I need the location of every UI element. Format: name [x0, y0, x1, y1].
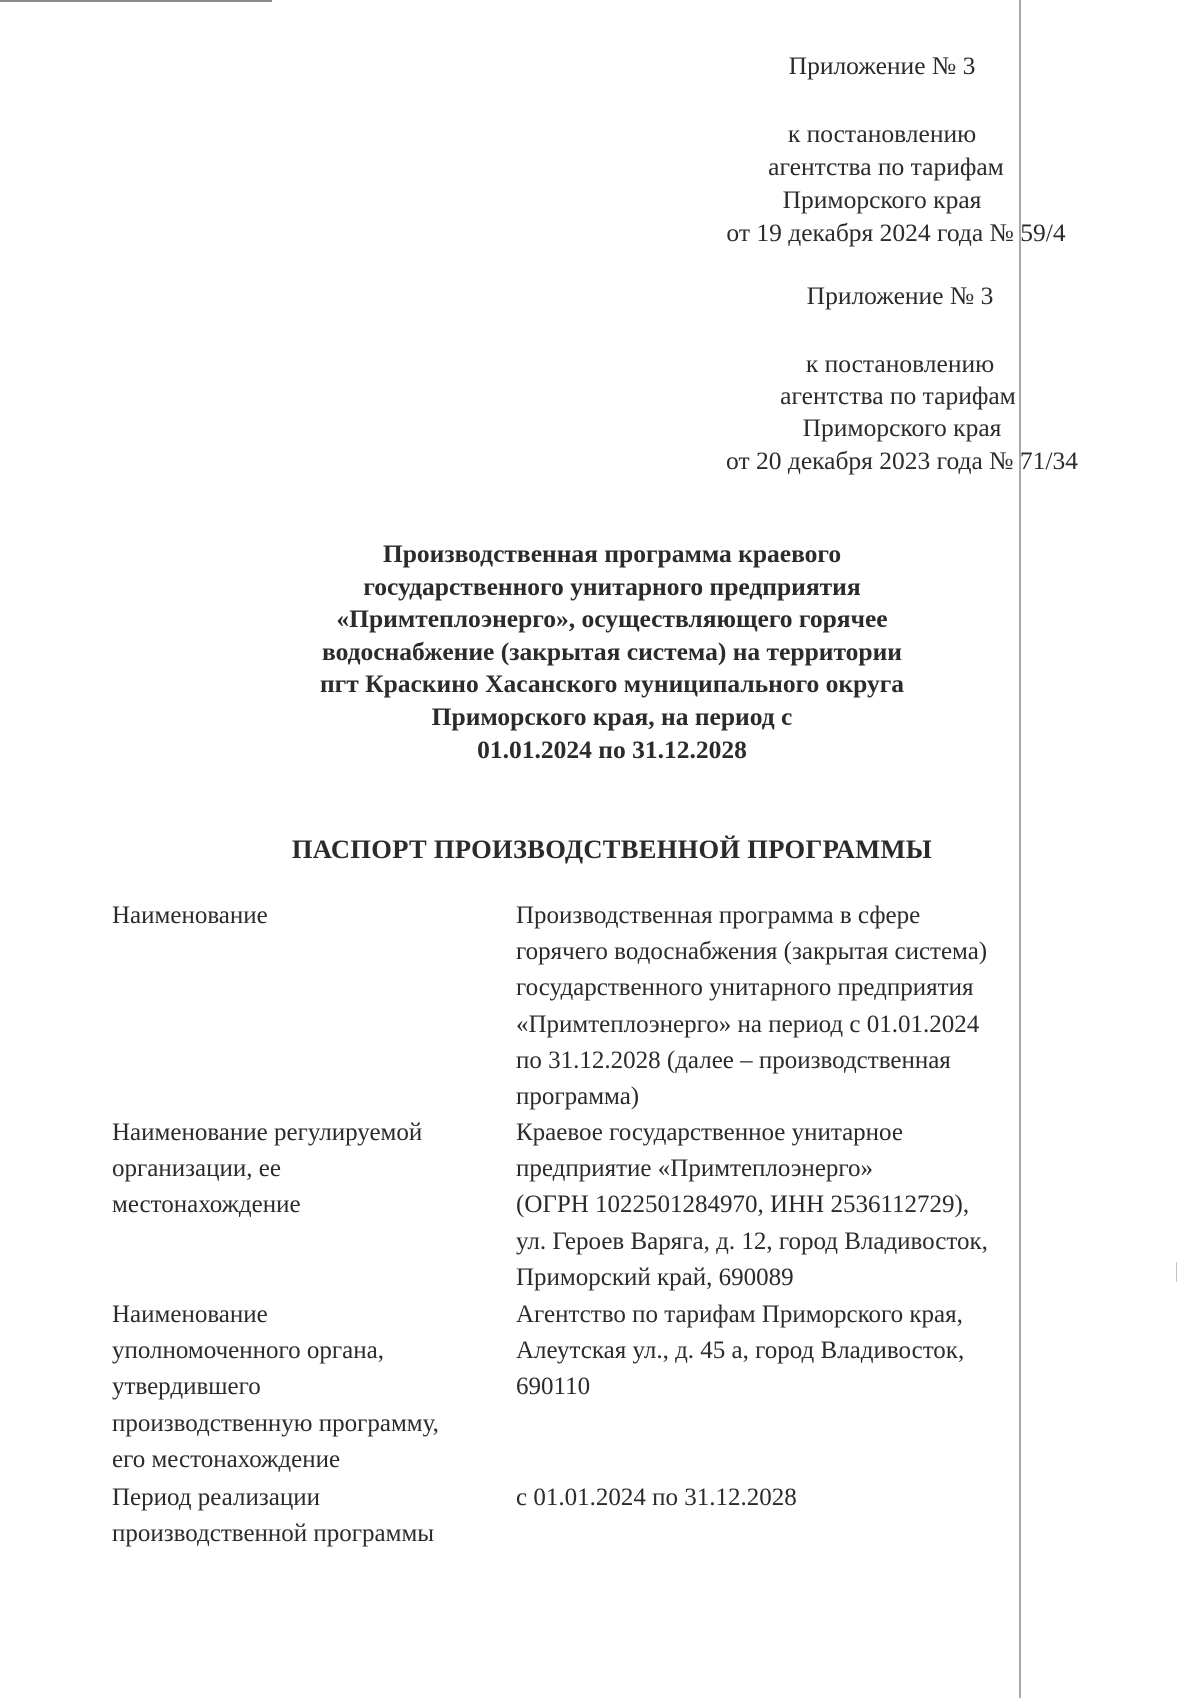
passport-heading: ПАСПОРТ ПРОИЗВОДСТВЕННОЙ ПРОГРАММЫ — [291, 834, 933, 864]
passport-label — [112, 1297, 439, 1478]
appendix-2023-title: Приложение № 3 — [806, 281, 994, 310]
passport-label-line: Наименование — [112, 1301, 268, 1328]
passport-label-line: Наименование — [112, 902, 268, 929]
scan-artifact-vertical-line — [1019, 0, 1021, 1698]
passport-label-line: местонахождение — [112, 1191, 301, 1219]
passport-value-line: ул. Героев Варяга, д. 12, город Владивосток, — [516, 1227, 988, 1255]
passport-label-line: производственной программы — [112, 1520, 435, 1548]
passport-value-line: предприятие «Примтеплоэнерго» — [516, 1155, 874, 1183]
passport-label-line: производственную программу, — [112, 1409, 439, 1437]
document-title-line: Приморского края, на период с — [431, 701, 793, 731]
appendix-2023-line: агентства по тарифам — [780, 381, 1016, 410]
appendix-2024-line: агентства по тарифам — [768, 152, 1004, 181]
passport-value-line: по 31.12.2028 (далее – производственная — [516, 1046, 951, 1074]
document-title-line: Производственная программа краевого — [382, 539, 842, 568]
passport-label-line: Наименование регулируемой — [112, 1119, 423, 1146]
document-title — [232, 538, 992, 766]
passport-value-line: государственного унитарного предприятия — [516, 974, 974, 1002]
scan-artifact-mark — [1176, 1262, 1177, 1282]
passport-label-line: утвердившего — [112, 1373, 261, 1401]
passport-value-line: Приморский край, 690089 — [516, 1263, 794, 1291]
document-title-line: государственного унитарного предприятия — [363, 571, 861, 601]
passport-value — [516, 1115, 988, 1296]
passport-value — [516, 1480, 797, 1516]
passport-value-line: «Примтеплоэнерго» на период с 01.01.2024 — [516, 1010, 980, 1038]
passport-value-line: Агентство по тарифам Приморского края, — [516, 1301, 963, 1328]
appendix-2024-line: Приморского края — [782, 185, 982, 214]
passport-label — [112, 898, 268, 934]
appendix-2023-line: Приморского края — [802, 413, 1002, 442]
passport-value — [516, 898, 987, 1115]
appendix-2024-title: Приложение № 3 — [788, 51, 976, 80]
passport-value-line: Краевое государственное унитарное — [516, 1119, 903, 1146]
passport-value-line: Производственная программа в сфере — [516, 902, 921, 929]
appendix-2023-line: к постановлению — [805, 349, 995, 378]
document-title-line: 01.01.2024 по 31.12.2028 — [477, 734, 747, 764]
passport-label-line: Период реализации — [112, 1484, 320, 1511]
scan-artifact-top-line — [0, 0, 272, 2]
passport-value-line: 690110 — [516, 1373, 591, 1401]
passport-value-line: Алеутская ул., д. 45 а, город Владивосток, — [516, 1337, 965, 1365]
document-title-line: пгт Краскино Хасанского муниципального округа — [319, 669, 905, 699]
passport-value-line: (ОГРН 1022501284970, ИНН 2536112729), — [516, 1191, 970, 1219]
passport-label — [112, 1480, 434, 1552]
appendix-2024-resolution: от 19 декабря 2024 года № 59/4 — [726, 218, 1066, 247]
passport-label — [112, 1115, 422, 1224]
passport-label-line: организации, ее — [112, 1155, 281, 1183]
passport-value-line: с 01.01.2024 по 31.12.2028 — [516, 1484, 797, 1511]
passport-label-line: уполномоченного органа, — [112, 1337, 384, 1365]
document-title-line: водоснабжение (закрытая система) на территории — [322, 636, 902, 666]
passport-value-line: программа) — [516, 1083, 640, 1111]
document-title-line: «Примтеплоэнерго», осуществляющего горячее — [336, 604, 888, 634]
passport-value — [516, 1297, 964, 1406]
appendix-2024-line: к постановлению — [787, 119, 977, 148]
appendix-2023-resolution: от 20 декабря 2023 года № 71/34 — [726, 446, 1078, 475]
passport-label-line: его местонахождение — [112, 1445, 341, 1473]
passport-value-line: горячего водоснабжения (закрытая система) — [516, 938, 988, 966]
